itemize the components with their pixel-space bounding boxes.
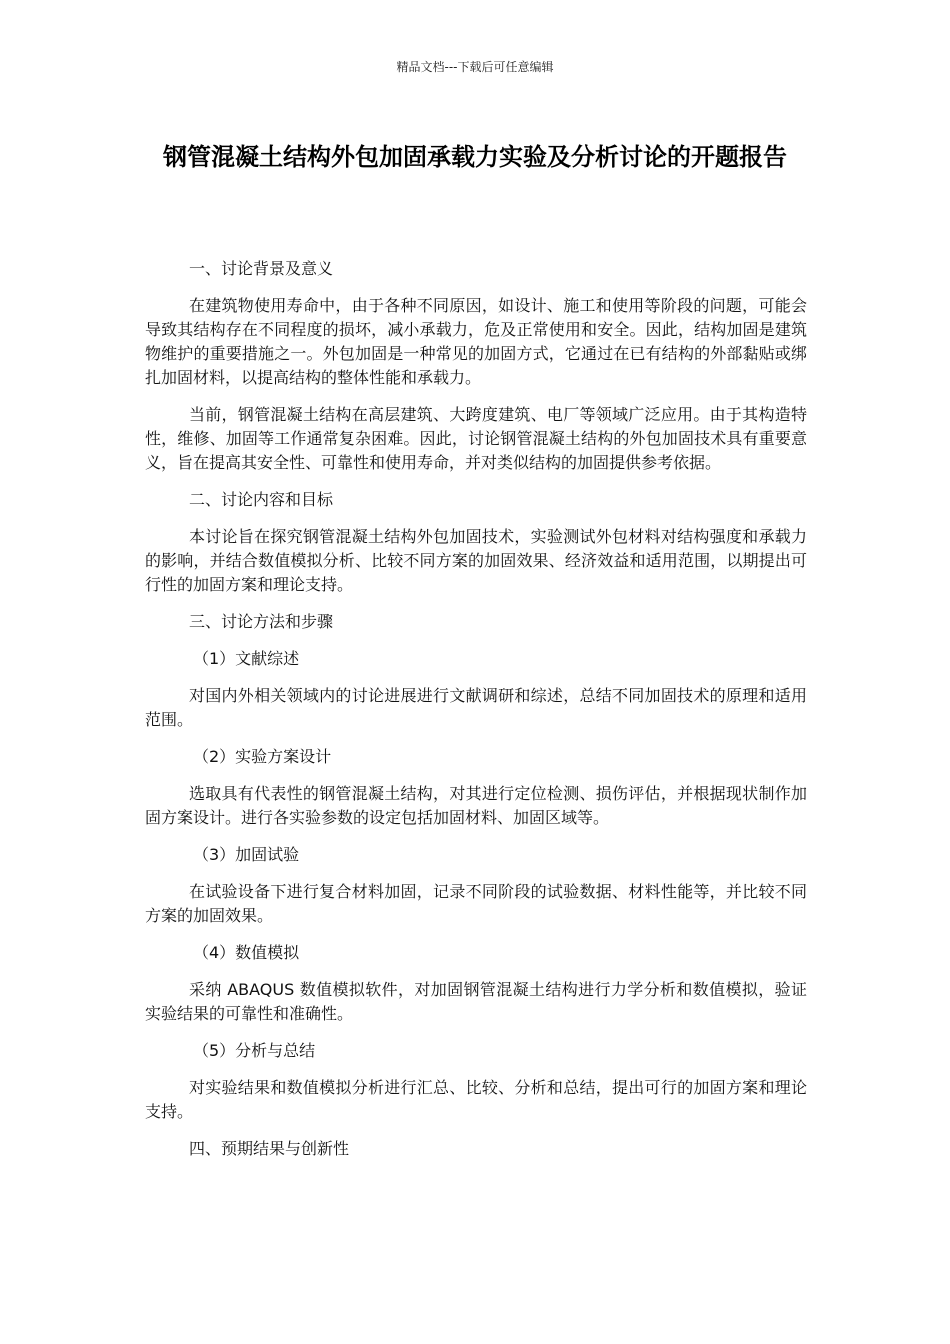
step-text: 在试验设备下进行复合材料加固，记录不同阶段的试验数据、材料性能等，并比较不同方案的加固效果。	[145, 882, 807, 925]
step-text: 选取具有代表性的钢管混凝土结构，对其进行定位检测、损伤评估，并根据现状制作加固方案设计。进行各实验参数的设定包括加固材料、加固区域等。	[145, 784, 807, 827]
step-text: 对国内外相关领域内的讨论进展进行文献调研和综述，总结不同加固技术的原理和适用范围。	[145, 686, 807, 729]
document-body	[145, 257, 807, 1174]
section-heading: 一、讨论背景及意义	[189, 259, 334, 278]
step-label: （5）分析与总结	[193, 1041, 316, 1060]
section-heading: 三、讨论方法和步骤	[189, 612, 334, 631]
paragraph: 当前，钢管混凝土结构在高层建筑、大跨度建筑、电厂等领域广泛应用。由于其构造特性，维修、加固等工作通常复杂困难。因此，讨论钢管混凝土结构的外包加固技术具有重要意义，旨在提高其安全性、可靠性和使用寿命，并对类似结构的加固提供参考依据。	[145, 405, 807, 472]
step-label: （4）数值模拟	[193, 943, 300, 962]
document-title: 钢管混凝土结构外包加固承载力实验及分析讨论的开题报告	[163, 143, 787, 171]
step-label: （3）加固试验	[193, 845, 300, 864]
step-label: （2）实验方案设计	[193, 747, 332, 766]
step-text: 采纳 ABAQUS 数值模拟软件，对加固钢管混凝土结构进行力学分析和数值模拟，验证实验结果的可靠性和准确性。	[145, 980, 807, 1023]
page-header-note: 精品文档---下载后可任意编辑	[396, 60, 554, 74]
section-heading: 二、讨论内容和目标	[189, 490, 334, 509]
step-label: （1）文献综述	[193, 649, 300, 668]
step-text: 对实验结果和数值模拟分析进行汇总、比较、分析和总结，提出可行的加固方案和理论支持。	[145, 1078, 807, 1121]
paragraph: 本讨论旨在探究钢管混凝土结构外包加固技术，实验测试外包材料对结构强度和承载力的影响，并结合数值模拟分析、比较不同方案的加固效果、经济效益和适用范围，以期提出可行性的加固方案和理论支持。	[145, 527, 807, 594]
section-heading: 四、预期结果与创新性	[189, 1139, 350, 1158]
paragraph: 在建筑物使用寿命中，由于各种不同原因，如设计、施工和使用等阶段的问题，可能会导致其结构存在不同程度的损坏，减小承载力，危及正常使用和安全。因此，结构加固是建筑物维护的重要措施之一。外包加固是一种常见的加固方式，它通过在已有结构的外部黏贴或绑扎加固材料，以提高结构的整体性能和承载力。	[145, 296, 807, 387]
